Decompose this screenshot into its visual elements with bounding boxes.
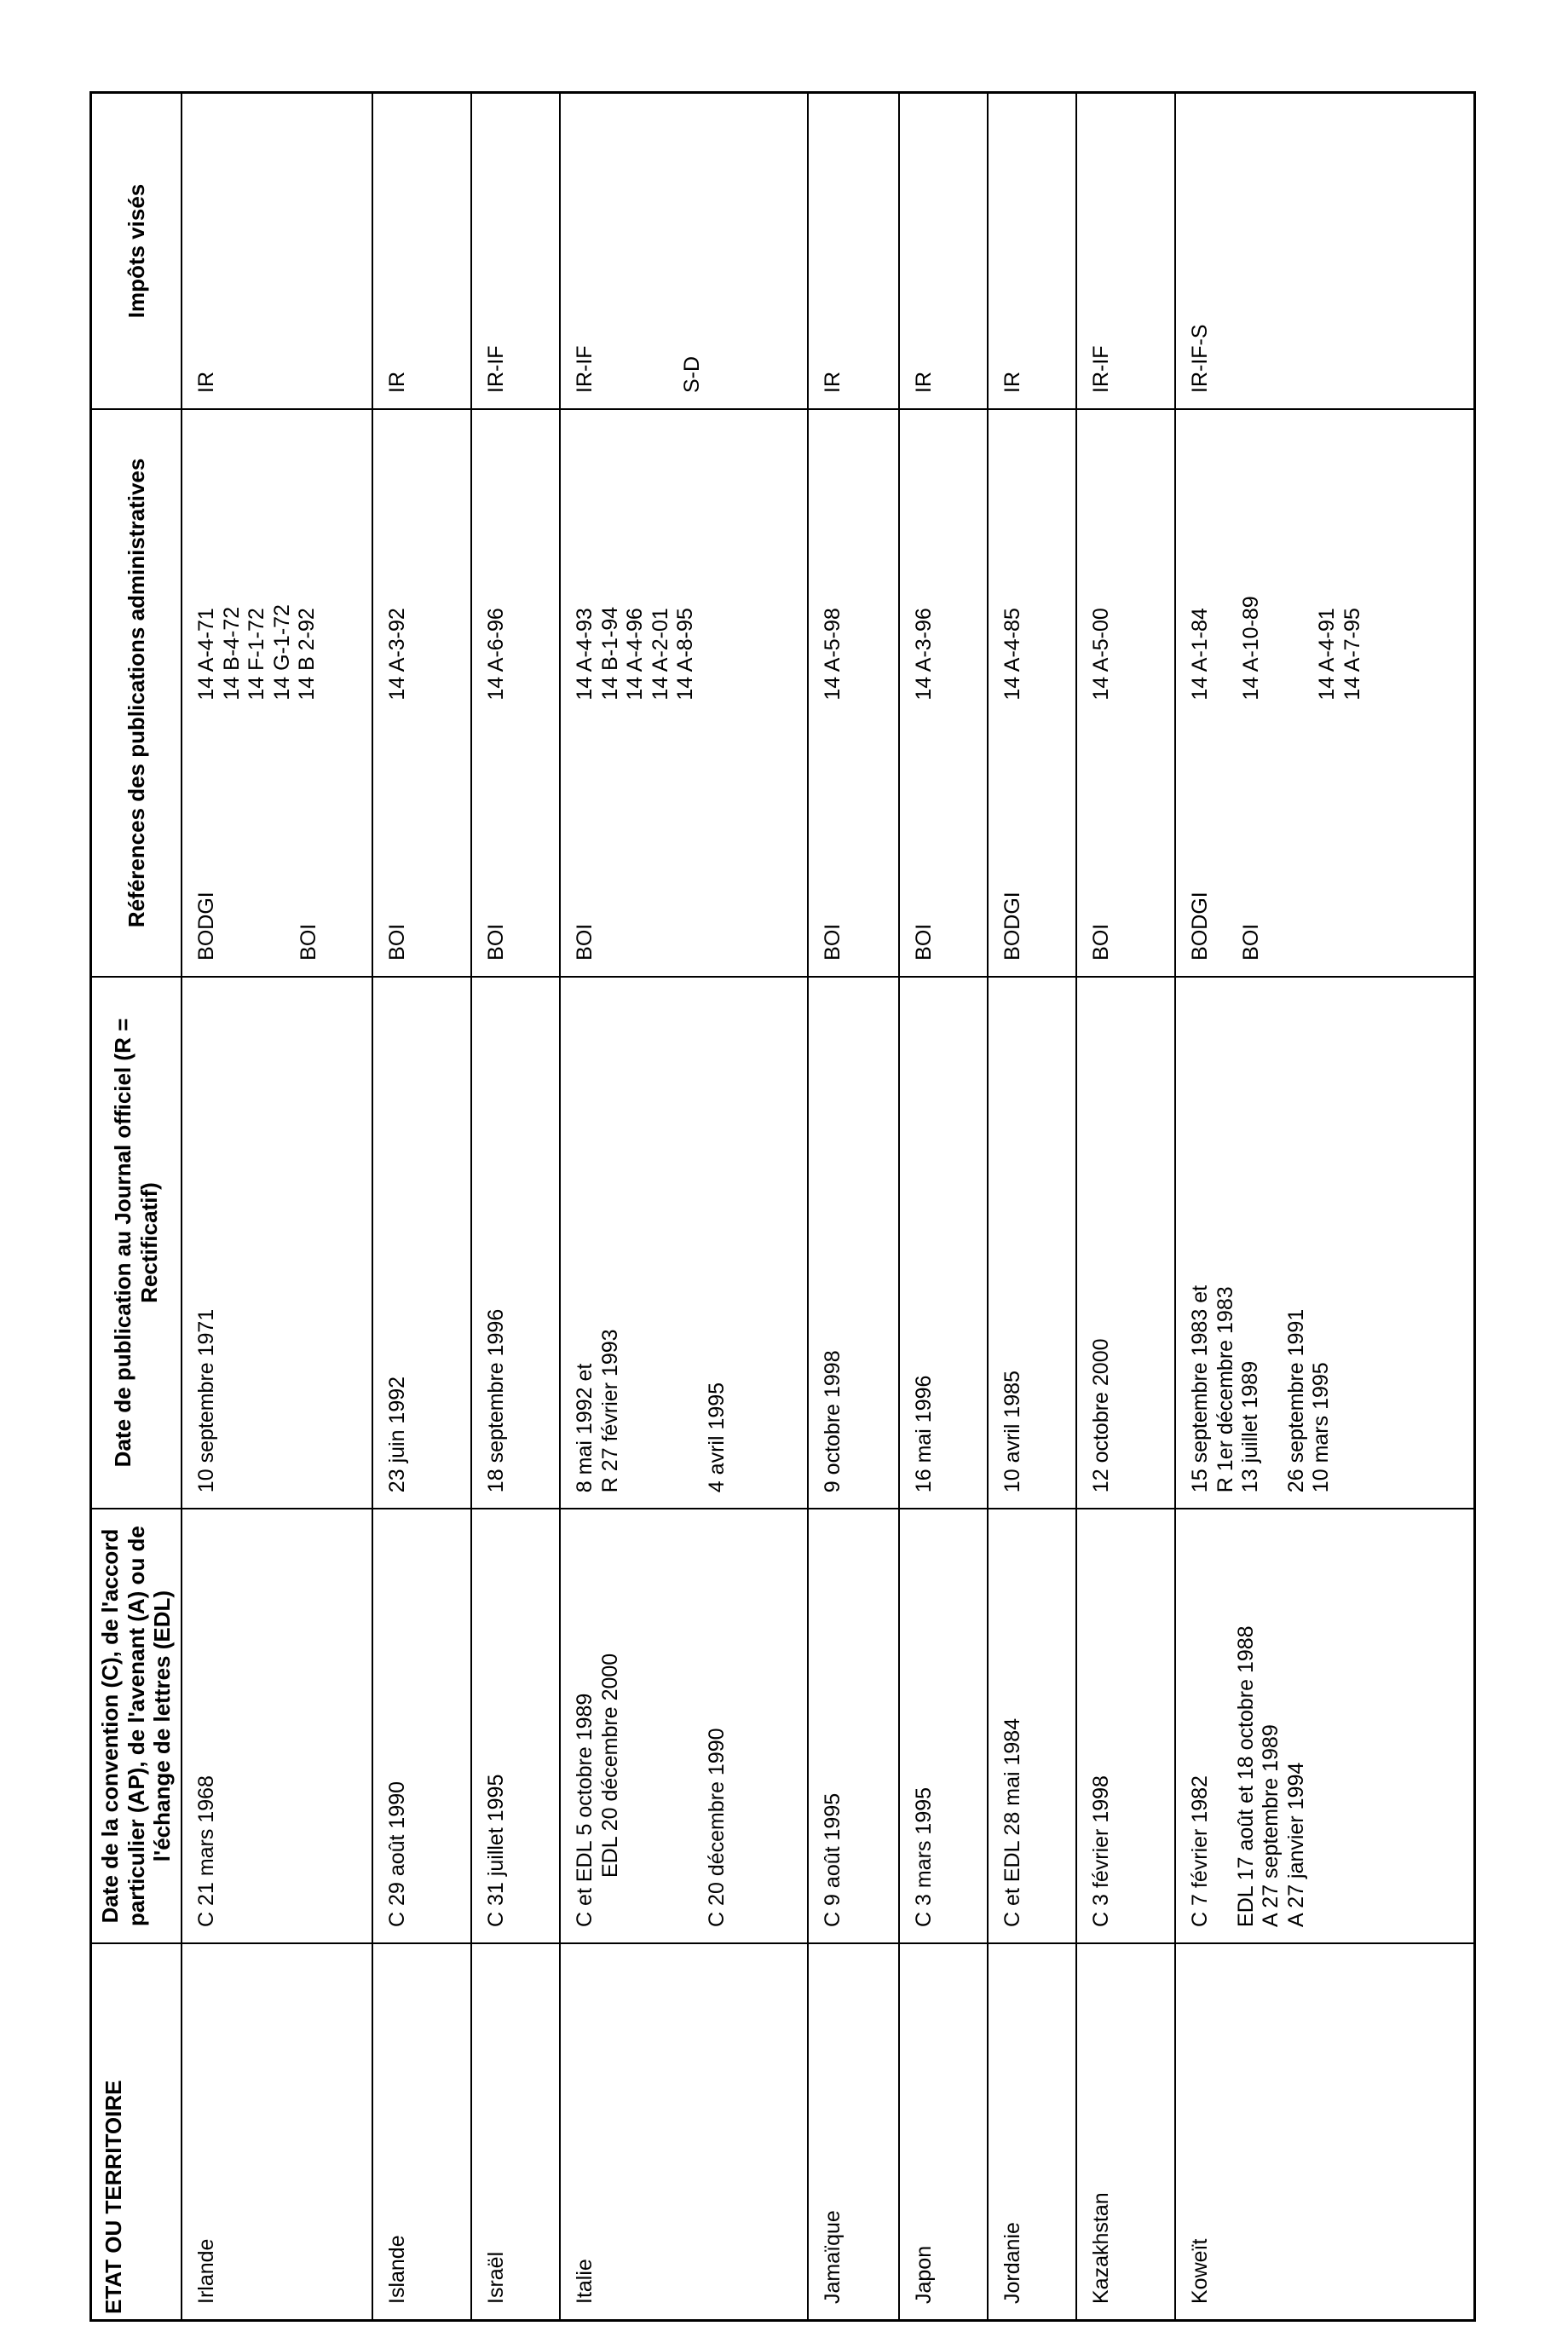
header-date-publication: Date de publication au Journal officiel (R = Rectificatif) (91, 977, 182, 1509)
cell-ref-codes (1076, 409, 1175, 716)
ref-code: 14 A-3-92 (385, 608, 410, 701)
ref-code: 14 A-10-89 (1238, 596, 1263, 701)
ref-source: BOI (385, 923, 410, 961)
ref-code: 14 A-4-85 (1000, 608, 1024, 701)
etat-name: Jordanie (1000, 2222, 1024, 2304)
cell-etat (560, 1943, 808, 2321)
cell-ref-source (988, 716, 1076, 977)
cell-ref-codes (560, 409, 808, 716)
cell-ref-codes (182, 409, 372, 716)
ref-source: BODGI (1000, 892, 1024, 961)
etat-name: Irlande (194, 2238, 219, 2304)
ref-source: BOI (484, 923, 509, 961)
cell-ref-codes (1175, 409, 1474, 716)
tax-code: IR (1000, 372, 1024, 393)
etat-name: Israël (484, 2251, 509, 2304)
cell-convention (808, 1509, 899, 1943)
cell-impots (372, 93, 471, 410)
convention-date: C 9 août 1995 (821, 1792, 845, 1927)
cell-publication (471, 977, 560, 1509)
cell-publication (372, 977, 471, 1509)
ref-code: 14 B 2-92 (295, 608, 320, 701)
cell-publication (560, 977, 808, 1509)
tax-code: IR (385, 372, 410, 393)
ref-code: 14 A-4-91 (1315, 608, 1340, 701)
cell-ref-source (372, 716, 471, 977)
cell-ref-codes (808, 409, 899, 716)
cell-convention (1076, 1509, 1175, 1943)
table-row (899, 93, 988, 2321)
tax-code: IR (821, 372, 845, 393)
table-row (372, 93, 471, 2321)
convention-date: C 21 mars 1968 (194, 1775, 219, 1927)
spacer (1289, 418, 1315, 701)
spacer (1213, 724, 1239, 961)
table-row (988, 93, 1076, 2321)
tax-code: IR-IF (1088, 345, 1113, 393)
header-impots: Impôts visés (91, 93, 182, 410)
convention-date: C et EDL 5 octobre 1989 (573, 1693, 597, 1927)
tax-code: IR (194, 372, 219, 393)
cell-ref-codes (471, 409, 560, 716)
header-references: Références des publications administratives (91, 409, 182, 977)
table-row (808, 93, 899, 2321)
ref-code: 14 B-4-72 (219, 606, 244, 701)
ref-code: 14 A-4-71 (194, 608, 219, 701)
cell-publication (899, 977, 988, 1509)
cell-ref-source (471, 716, 560, 977)
table-row (1076, 93, 1175, 2321)
convention-date: C 3 février 1998 (1088, 1775, 1113, 1927)
convention-date: EDL 17 août et 18 octobre 1988 (1233, 1625, 1258, 1927)
cell-convention (988, 1509, 1076, 1943)
cell-publication (1076, 977, 1175, 1509)
publication-date: 13 juillet 1989 (1238, 1360, 1263, 1493)
ref-code: 14 A-5-00 (1088, 608, 1113, 701)
cell-etat (1175, 1943, 1474, 2321)
ref-source: BOI (1238, 923, 1263, 961)
ref-code: 14 A-8-95 (673, 608, 698, 701)
spacer (1213, 418, 1239, 701)
spacer (623, 986, 705, 1492)
etat-name: Italie (573, 2259, 597, 2304)
tax-code: S-D (679, 355, 704, 393)
ref-source: BODGI (1188, 892, 1213, 961)
table-row (560, 93, 808, 2321)
spacer (271, 724, 297, 961)
cell-impots (1175, 93, 1474, 410)
header-etat: ETAT OU TERRITOIRE (91, 1943, 182, 2321)
etat-name: Japon (911, 2245, 936, 2304)
ref-source: BOI (573, 923, 597, 961)
cell-impots (471, 93, 560, 410)
etat-name: Islande (385, 2235, 410, 2304)
convention-date: C 20 décembre 1990 (705, 1728, 729, 1927)
cell-etat (988, 1943, 1076, 2321)
publication-date: 10 septembre 1971 (194, 1308, 219, 1493)
convention-date: C 3 mars 1995 (911, 1786, 936, 1927)
etat-name: Koweït (1188, 2238, 1213, 2304)
tax-code: IR (911, 372, 936, 393)
spacer (623, 1518, 705, 1927)
cell-convention (899, 1509, 988, 1943)
publication-date: 26 septembre 1991 (1283, 1308, 1308, 1493)
spacer (220, 724, 245, 961)
spacer (598, 102, 680, 393)
ref-code: 14 G-1-72 (269, 604, 294, 701)
ref-code: 14 B-1-94 (597, 606, 622, 701)
cell-etat (899, 1943, 988, 2321)
convention-date: A 27 septembre 1989 (1259, 1724, 1283, 1927)
spacer (1264, 418, 1289, 701)
cell-ref-source (182, 716, 372, 977)
ref-code: 14 A-2-01 (648, 608, 672, 701)
spacer (245, 724, 271, 961)
publication-date: 10 avril 1985 (1000, 1371, 1024, 1493)
cell-publication (988, 977, 1076, 1509)
publication-date: 15 septembre 1983 et (1188, 1284, 1213, 1493)
publication-date: 12 octobre 2000 (1088, 1338, 1113, 1493)
convention-date: C et EDL 28 mai 1984 (1000, 1717, 1024, 1927)
cell-publication (182, 977, 372, 1509)
cell-convention (1175, 1509, 1474, 1943)
ref-code: 14 A-4-96 (623, 608, 648, 701)
tax-code: IR-IF (484, 345, 509, 393)
convention-date: A 27 janvier 1994 (1283, 1762, 1308, 1927)
convention-date: C 29 août 1990 (385, 1781, 410, 1927)
ref-source: BOI (821, 923, 845, 961)
cell-publication (808, 977, 899, 1509)
cell-impots (988, 93, 1076, 410)
ref-code: 14 A-5-98 (821, 608, 845, 701)
etat-name: Kazakhstan (1088, 2192, 1113, 2304)
cell-impots (182, 93, 372, 410)
convention-date: C 7 février 1982 (1188, 1775, 1213, 1927)
table-row (471, 93, 560, 2321)
table-row (1175, 93, 1474, 2321)
publication-date: 8 mai 1992 et (573, 1363, 597, 1493)
ref-source: BOI (296, 923, 320, 961)
cell-convention (372, 1509, 471, 1943)
ref-source: BOI (911, 923, 936, 961)
cell-etat (1076, 1943, 1175, 2321)
ref-source: BOI (1088, 923, 1113, 961)
header-date-convention: Date de la convention (C), de l'accord particulier (AP), de l'avenant (A) ou de l'échange de lettres (EDL) (91, 1509, 182, 1943)
cell-impots (1076, 93, 1175, 410)
table-body (182, 93, 1474, 2321)
cell-publication (1175, 977, 1474, 1509)
cell-impots (808, 93, 899, 410)
publication-date: 18 septembre 1996 (484, 1308, 509, 1493)
spacer (1264, 986, 1284, 1492)
cell-ref-codes (372, 409, 471, 716)
cell-ref-source (808, 716, 899, 977)
publication-date: 23 juin 1992 (385, 1376, 410, 1493)
cell-etat (372, 1943, 471, 2321)
cell-etat (808, 1943, 899, 2321)
ref-code: 14 A-6-96 (484, 608, 509, 701)
ref-code: 14 F-1-72 (245, 608, 269, 701)
cell-impots (899, 93, 988, 410)
ref-source: BODGI (194, 892, 219, 961)
cell-etat (182, 1943, 372, 2321)
cell-convention (560, 1509, 808, 1943)
publication-date: R 1er décembre 1983 (1213, 1286, 1237, 1493)
publication-date: R 27 février 1993 (597, 1329, 622, 1493)
publication-date: 16 mai 1996 (911, 1375, 936, 1493)
ref-code: 14 A-1-84 (1188, 608, 1213, 701)
cell-ref-codes (899, 409, 988, 716)
cell-convention (471, 1509, 560, 1943)
table-row (182, 93, 372, 2321)
header-row (91, 93, 182, 2321)
tax-code: IR-IF-S (1188, 324, 1213, 393)
publication-date: 10 mars 1995 (1309, 1362, 1334, 1493)
cell-ref-codes (988, 409, 1076, 716)
tax-code: IR-IF (573, 345, 597, 393)
spacer (1213, 1518, 1234, 1927)
ref-code: 14 A-4-93 (573, 608, 597, 701)
publication-date: 9 octobre 1998 (821, 1350, 845, 1493)
cell-etat (471, 1943, 560, 2321)
ref-code: 14 A-7-95 (1340, 608, 1364, 701)
cell-ref-source (1175, 716, 1474, 977)
cell-ref-source (899, 716, 988, 977)
cell-convention (182, 1509, 372, 1943)
conventions-table (89, 91, 1476, 2322)
rotated-page (89, 91, 1476, 2322)
convention-date: C 31 juillet 1995 (484, 1774, 509, 1927)
convention-date: EDL 20 décembre 2000 (597, 1653, 622, 1878)
cell-impots (560, 93, 808, 410)
publication-date: 4 avril 1995 (705, 1382, 729, 1493)
etat-name: Jamaïque (821, 2210, 845, 2304)
ref-code: 14 A-3-96 (911, 608, 936, 701)
cell-ref-source (1076, 716, 1175, 977)
cell-ref-source (560, 716, 808, 977)
